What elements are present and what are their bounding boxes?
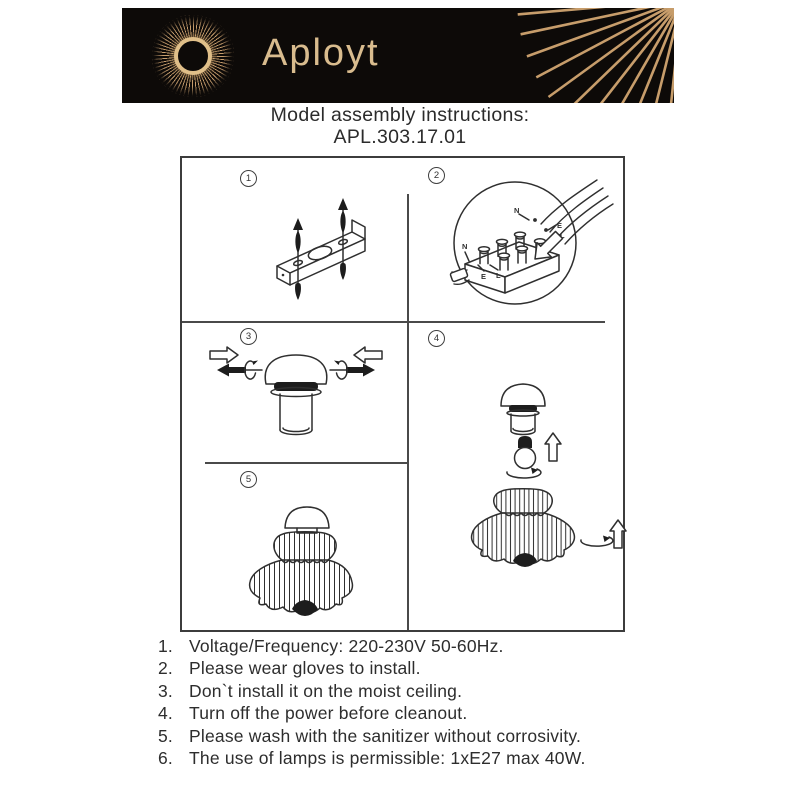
brand-wordmark: Aployt [262,32,380,74]
svg-text:N: N [462,242,468,251]
instruction-item [158,635,698,657]
instruction-item [158,725,698,747]
instruction-text: The use of lamps is permissible: 1xE27 max 40W. [189,748,586,769]
svg-text:L: L [496,271,501,280]
instruction-list [158,635,698,769]
side-screw-left [210,347,262,379]
mounting-bracket [277,220,365,285]
outgoing-wires [450,268,469,284]
instruction-item [158,702,698,724]
side-screw-right [330,347,382,379]
step4-shade-diagram [407,321,627,634]
step1-bracket-diagram [182,158,407,321]
ceiling-canopy [285,507,329,533]
ceiling-canopy [501,384,545,435]
page-title: Model assembly instructions: [270,104,530,126]
step-badge-5: 5 [240,471,257,488]
rotate-arrow-icon [581,536,613,547]
svg-text:E: E [481,272,487,281]
svg-text:E: E [557,221,563,230]
push-arrow-icon [210,347,238,363]
step-badge-2: 2 [428,167,445,184]
pleated-shade [250,532,353,616]
assembly-diagram-box [180,156,625,632]
step-badge-3: 3 [240,328,257,345]
instruction-number: 3. [158,680,173,701]
light-bulb [515,436,536,469]
pleated-shade [472,489,575,567]
up-arrow-icon [545,433,561,461]
ceiling-canopy [265,355,327,435]
instruction-number: 6. [158,748,173,769]
instruction-item [158,747,698,769]
step-badge-4: 4 [428,330,445,347]
step-badge-1: 1 [240,170,257,187]
instruction-text: Please wear gloves to install. [189,658,421,679]
instruction-text: Voltage/Frequency: 220-230V 50-60Hz. [189,636,504,656]
instruction-text: Don`t install it on the moist ceiling. [189,680,463,701]
instruction-number: 4. [158,703,173,724]
instruction-text: Turn off the power before cleanout. [189,703,468,724]
push-arrow-icon [354,347,382,363]
instruction-item [158,680,698,702]
step5-assembled-diagram [182,462,407,634]
svg-text:N: N [514,206,520,215]
step2-wiring-diagram [407,158,627,321]
svg-text:L: L [560,231,565,240]
up-arrow-icon [610,520,626,548]
model-number: APL.303.17.01 [333,126,467,148]
instruction-number: 1. [158,636,173,656]
corner-rays-decoration [122,8,674,103]
instruction-number: 2. [158,658,173,679]
brand-banner [122,8,674,103]
step3-canopy-diagram [182,321,407,462]
instruction-item [158,657,698,679]
instruction-text: Please wash with the sanitizer without corrosivity. [189,725,582,746]
instruction-number: 5. [158,725,173,746]
